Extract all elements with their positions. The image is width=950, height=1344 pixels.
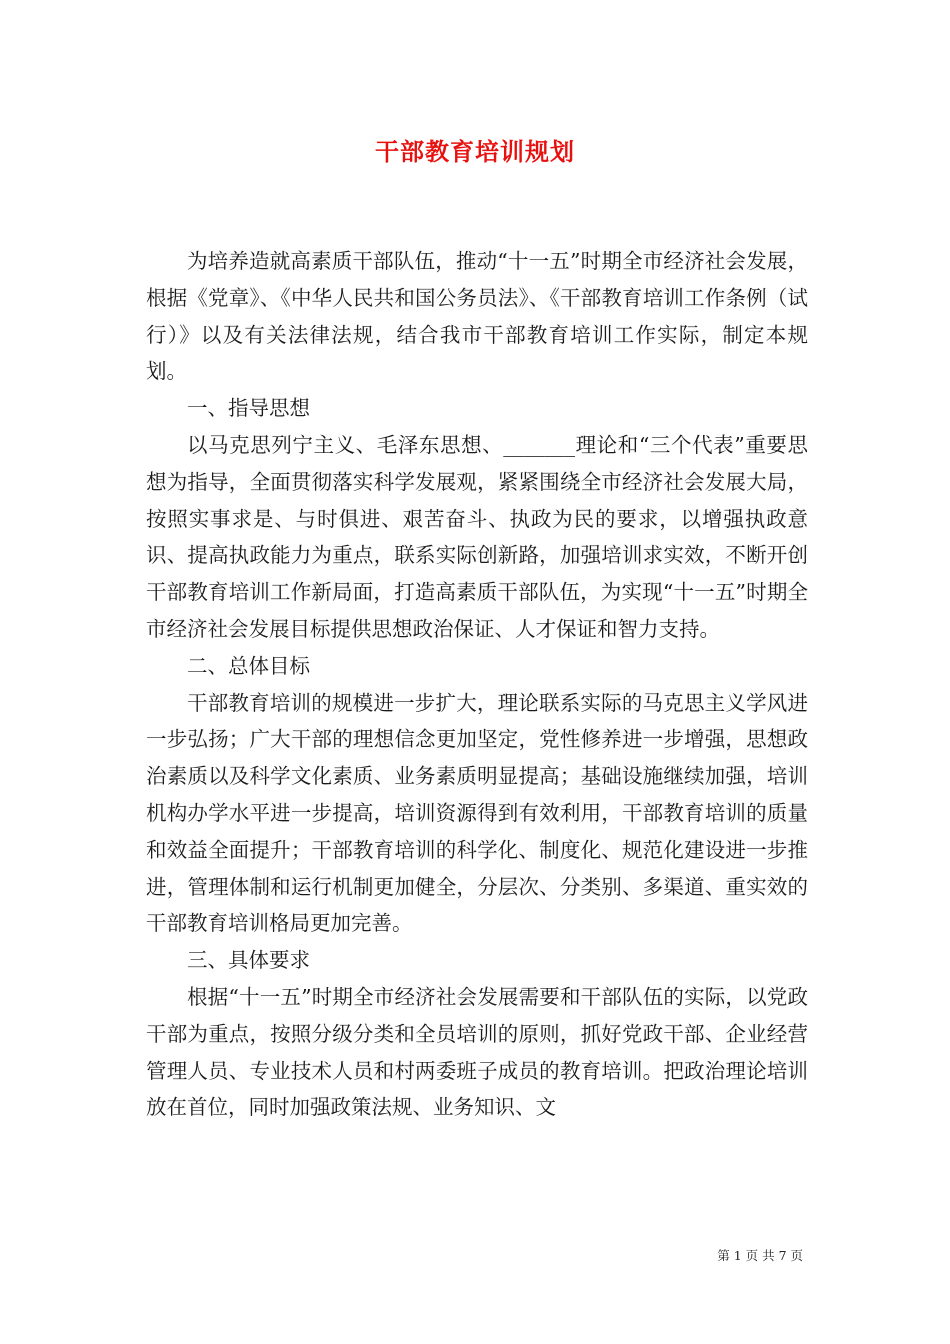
document-body <box>146 243 808 1126</box>
page-number: 第 1 页 共 7 页 <box>717 1248 803 1263</box>
paragraph-guiding-thought: 以马克思列宁主义、毛泽东思想、_______理论和“三个代表”重要思想为指导，全面贯彻落实科学发展观，紧紧围绕全市经济社会发展大局，按照实事求是、与时俱进、艰苦奋斗、执政为民的要求，以增强执政意识、提高执政能力为重点，联系实际创新路，加强培训求实效，不断开创干部教育培训工作新局面，打造高素质干部队伍，为实现“十一五”时期全市经济社会发展目标提供思想政治保证、人才保证和智力支持。 <box>146 432 808 641</box>
section-heading-specific-requirements: 三、具体要求 <box>187 948 310 973</box>
section-heading-guiding-thought: 一、指导思想 <box>187 396 310 421</box>
paragraph-specific-requirements: 根据“十一五”时期全市经济社会发展需要和干部队伍的实际，以党政干部为重点，按照分级分类和全员培训的原则，抓好党政干部、企业经营管理人员、专业技术人员和村两委班子成员的教育培训。把政治理论培训放在首位，同时加强政策法规、业务知识、文 <box>146 984 808 1120</box>
paragraph-intro: 为培养造就高素质干部队伍，推动“十一五”时期全市经济社会发展，根据《党章》、《中华人民共和国公务员法》、《干部教育培训工作条例（试行）》以及有关法律法规，结合我市干部教育培训工作实际，制定本规划。 <box>146 249 808 384</box>
document-title: 干部教育培训规划 <box>375 137 575 166</box>
paragraph-overall-goal: 干部教育培训的规模进一步扩大，理论联系实际的马克思主义学风进一步弘扬；广大干部的理想信念更加坚定，党性修养进一步增强，思想政治素质以及科学文化素质、业务素质明显提高；基础设施继续加强，培训机构办学水平进一步提高，培训资源得到有效利用，干部教育培训的质量和效益全面提升；干部教育培训的科学化、制度化、规范化建设进一步推进，管理体制和运行机制更加健全，分层次、分类别、多渠道、重实效的干部教育培训格局更加完善。 <box>146 690 808 936</box>
section-heading-overall-goal: 二、总体目标 <box>187 653 310 678</box>
